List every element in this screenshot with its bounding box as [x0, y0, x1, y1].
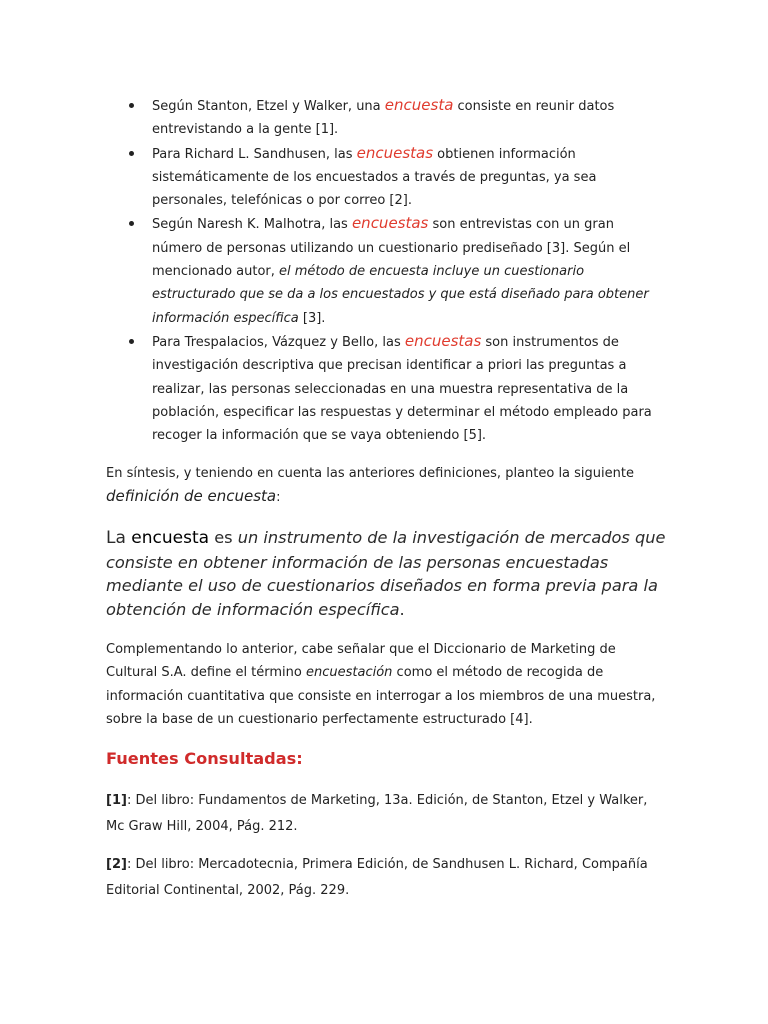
complement-term: encuestación — [306, 665, 393, 681]
item-text: Para Richard L. Sandhusen, las — [152, 146, 357, 162]
reference-text: : Del libro: Fundamentos de Marketing, 13a. Edición, de Stanton, Etzel y Walker, Mc Graw Hill, 2004, Pág. 212. — [106, 793, 648, 834]
item-text: consiste en reunir datos entrevistando a la gente [1]. — [152, 99, 615, 138]
bullet-dot — [129, 221, 134, 226]
item-term: encuesta — [384, 96, 454, 114]
complement-text: Complementando lo anterior, cabe señalar que el Diccionario de Marketing de Cultural S.A. define el término — [106, 642, 616, 681]
item-text: Para Trespalacios, Vázquez y Bello, las — [152, 334, 405, 350]
reference-tag: [2] — [106, 857, 127, 872]
item-term: encuestas — [356, 143, 434, 162]
item-text: Según Naresh K. Malhotra, las — [152, 217, 352, 233]
item-term: encuestas — [404, 331, 482, 350]
list-item — [0, 142, 768, 213]
complement-paragraph — [106, 638, 666, 731]
bullet-dot — [129, 151, 134, 156]
item-text: [3]. — [298, 310, 326, 326]
item-text: Según Stanton, Etzel y Walker, una — [152, 99, 385, 114]
list-item — [0, 94, 768, 142]
definition-lead: La — [106, 528, 132, 548]
definition-body: un instrumento de la investigación de mercados que consiste en obtener información de las personas encuestadas mediante el uso de cuestionarios diseñados en forma previa para la obtención de información específica — [106, 528, 666, 619]
synthesis-term: definición de encuesta — [106, 487, 277, 506]
definition-keyword: encuesta — [131, 528, 210, 548]
item-quote: el método de encuesta incluye un cuestionario estructurado que se da a los encuestados y que está diseñado para obtener información específica — [152, 264, 649, 326]
complement-text: como el método de recogida de información cuantitativa que consiste en interrogar a los miembros de una muestra, sobre la base de un cuestionario perfectamente estructurado [4]. — [106, 665, 656, 727]
bullet-dot — [129, 339, 134, 344]
definitions-list — [0, 94, 768, 447]
synthesis-text: En síntesis, y teniendo en cuenta las anteriores definiciones, planteo la siguiente — [106, 466, 634, 481]
item-text: son entrevistas con un gran número de personas utilizando un cuestionario prediseñado [3]. Según el mencionado autor, — [152, 217, 631, 280]
list-item — [0, 212, 768, 329]
sources-heading: Fuentes Consultadas: — [106, 749, 303, 768]
item-term: encuestas — [351, 214, 429, 233]
reference-tag: [1] — [106, 793, 127, 808]
definition-paragraph — [106, 526, 666, 621]
reference-item — [106, 852, 666, 904]
item-text: obtienen información sistemáticamente de los encuestados a través de preguntas, ya sea personales, telefónicas o por correo [2]. — [152, 146, 597, 209]
reference-text: : Del libro: Mercadotecnia, Primera Edición, de Sandhusen L. Richard, Compañía Editorial Continental, 2002, Pág. 229. — [106, 857, 648, 898]
item-text: son instrumentos de investigación descriptiva que precisan identificar a priori las preguntas a realizar, las personas seleccionadas en una muestra representativa de la población, especificar las respuestas y determinar el método empleado para recoger la información que se vaya obteniendo [5]. — [152, 334, 652, 444]
synthesis-paragraph — [106, 462, 666, 510]
reference-item — [106, 788, 666, 840]
definition-text: . — [399, 599, 405, 619]
bullet-dot — [129, 103, 134, 108]
definition-text: es — [209, 528, 238, 547]
list-item — [0, 330, 768, 447]
synthesis-text: : — [276, 490, 281, 506]
